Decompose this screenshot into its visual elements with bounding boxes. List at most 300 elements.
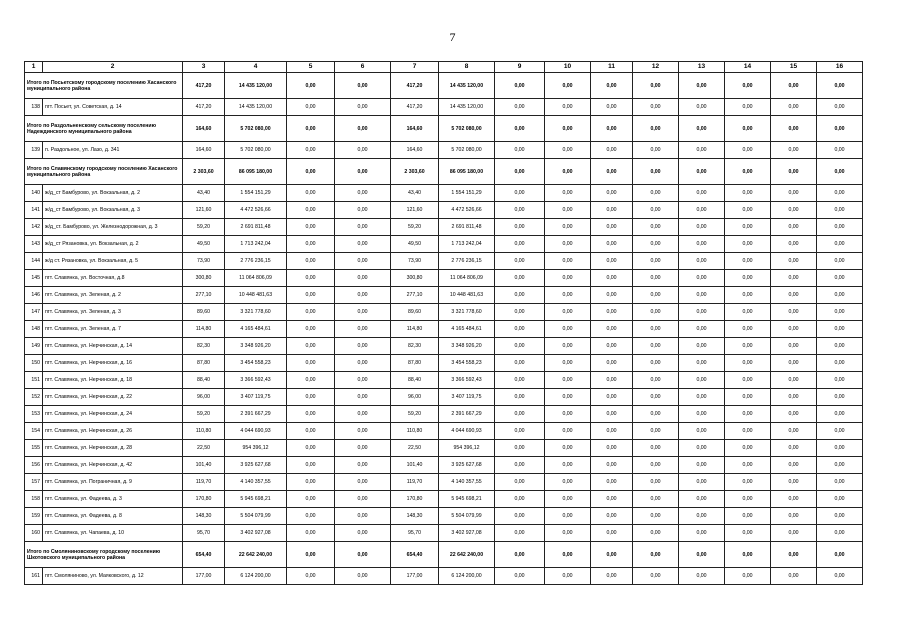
value-cell-col-11: 0,00	[591, 185, 633, 202]
value-cell-col-3: 277,10	[183, 287, 225, 304]
value-cell-col-6: 0,00	[335, 219, 391, 236]
address-cell: пгт. Славянка, ул. Чапаева, д. 10	[43, 525, 183, 542]
value-cell-col-6: 0,00	[335, 202, 391, 219]
value-cell-col-13: 0,00	[679, 423, 725, 440]
address-cell: ж/д_ст Бамбурово, ул. Вокзальная, д. 2	[43, 185, 183, 202]
address-cell: пгт. Славянка, ул. Восточная, д.8	[43, 270, 183, 287]
value-cell-col-14: 0,00	[725, 287, 771, 304]
value-cell-col-8: 14 435 120,00	[439, 73, 495, 99]
value-cell-col-14: 0,00	[725, 457, 771, 474]
table-row	[25, 389, 863, 406]
value-cell-col-4: 3 925 627,68	[225, 457, 287, 474]
value-cell-col-13: 0,00	[679, 491, 725, 508]
value-cell-col-16: 0,00	[817, 287, 863, 304]
value-cell-col-16: 0,00	[817, 338, 863, 355]
value-cell-col-5: 0,00	[287, 270, 335, 287]
value-cell-col-16: 0,00	[817, 474, 863, 491]
value-cell-col-5: 0,00	[287, 508, 335, 525]
value-cell-col-15: 0,00	[771, 253, 817, 270]
value-cell-col-12: 0,00	[633, 219, 679, 236]
value-cell-col-13: 0,00	[679, 253, 725, 270]
column-header-5: 5	[287, 62, 335, 73]
value-cell-col-5: 0,00	[287, 568, 335, 585]
value-cell-col-15: 0,00	[771, 406, 817, 423]
value-cell-col-3: 88,40	[183, 372, 225, 389]
address-cell: пгт. Славянка, ул. Нерчинская, д. 22	[43, 389, 183, 406]
value-cell-col-12: 0,00	[633, 142, 679, 159]
value-cell-col-16: 0,00	[817, 304, 863, 321]
value-cell-col-11: 0,00	[591, 270, 633, 287]
value-cell-col-14: 0,00	[725, 253, 771, 270]
value-cell-col-7: 121,60	[391, 202, 439, 219]
value-cell-col-8: 4 044 690,93	[439, 423, 495, 440]
row-number: 159	[25, 508, 43, 525]
value-cell-col-7: 89,60	[391, 304, 439, 321]
value-cell-col-5: 0,00	[287, 321, 335, 338]
value-cell-col-9: 0,00	[495, 423, 545, 440]
value-cell-col-3: 170,80	[183, 491, 225, 508]
address-cell: пгт. Славянка, ул. Зеленая, д. 7	[43, 321, 183, 338]
value-cell-col-5: 0,00	[287, 304, 335, 321]
table-row	[25, 321, 863, 338]
row-number: 138	[25, 99, 43, 116]
value-cell-col-8: 3 925 627,68	[439, 457, 495, 474]
value-cell-col-8: 2 691 811,48	[439, 219, 495, 236]
value-cell-col-14: 0,00	[725, 338, 771, 355]
value-cell-col-10: 0,00	[545, 253, 591, 270]
value-cell-col-14: 0,00	[725, 440, 771, 457]
value-cell-col-15: 0,00	[771, 321, 817, 338]
value-cell-col-5: 0,00	[287, 185, 335, 202]
value-cell-col-16: 0,00	[817, 99, 863, 116]
column-header-11: 11	[591, 62, 633, 73]
value-cell-col-13: 0,00	[679, 338, 725, 355]
address-cell: пгт. Славянка, ул. Фадеева, д. 8	[43, 508, 183, 525]
value-cell-col-9: 0,00	[495, 99, 545, 116]
value-cell-col-13: 0,00	[679, 287, 725, 304]
value-cell-col-12: 0,00	[633, 406, 679, 423]
value-cell-col-15: 0,00	[771, 508, 817, 525]
value-cell-col-10: 0,00	[545, 219, 591, 236]
value-cell-col-5: 0,00	[287, 287, 335, 304]
value-cell-col-10: 0,00	[545, 236, 591, 253]
value-cell-col-16: 0,00	[817, 116, 863, 142]
value-cell-col-15: 0,00	[771, 440, 817, 457]
value-cell-col-15: 0,00	[771, 542, 817, 568]
value-cell-col-3: 95,70	[183, 525, 225, 542]
value-cell-col-4: 2 391 667,29	[225, 406, 287, 423]
value-cell-col-5: 0,00	[287, 159, 335, 185]
value-cell-col-8: 3 454 558,23	[439, 355, 495, 372]
value-cell-col-5: 0,00	[287, 338, 335, 355]
value-cell-col-13: 0,00	[679, 202, 725, 219]
column-header-4: 4	[225, 62, 287, 73]
row-number: 147	[25, 304, 43, 321]
value-cell-col-10: 0,00	[545, 338, 591, 355]
column-header-14: 14	[725, 62, 771, 73]
value-cell-col-5: 0,00	[287, 202, 335, 219]
row-number: 148	[25, 321, 43, 338]
value-cell-col-5: 0,00	[287, 525, 335, 542]
value-cell-col-10: 0,00	[545, 423, 591, 440]
row-number: 157	[25, 474, 43, 491]
value-cell-col-11: 0,00	[591, 525, 633, 542]
value-cell-col-13: 0,00	[679, 321, 725, 338]
value-cell-col-6: 0,00	[335, 423, 391, 440]
value-cell-col-6: 0,00	[335, 159, 391, 185]
value-cell-col-9: 0,00	[495, 372, 545, 389]
value-cell-col-7: 119,70	[391, 474, 439, 491]
value-cell-col-4: 10 448 481,63	[225, 287, 287, 304]
value-cell-col-13: 0,00	[679, 406, 725, 423]
value-cell-col-15: 0,00	[771, 457, 817, 474]
value-cell-col-3: 164,60	[183, 116, 225, 142]
value-cell-col-12: 0,00	[633, 99, 679, 116]
row-number: 156	[25, 457, 43, 474]
address-cell: пгт. Славянка, ул. Нерчинская, д. 42	[43, 457, 183, 474]
value-cell-col-14: 0,00	[725, 185, 771, 202]
value-cell-col-14: 0,00	[725, 73, 771, 99]
value-cell-col-13: 0,00	[679, 355, 725, 372]
value-cell-col-14: 0,00	[725, 406, 771, 423]
address-cell: пгт. Славянка, ул. Нерчинская, д. 18	[43, 372, 183, 389]
value-cell-col-6: 0,00	[335, 542, 391, 568]
value-cell-col-4: 4 165 484,61	[225, 321, 287, 338]
value-cell-col-10: 0,00	[545, 355, 591, 372]
value-cell-col-7: 164,60	[391, 142, 439, 159]
value-cell-col-13: 0,00	[679, 508, 725, 525]
value-cell-col-5: 0,00	[287, 219, 335, 236]
table-row	[25, 406, 863, 423]
value-cell-col-14: 0,00	[725, 116, 771, 142]
table-row	[25, 142, 863, 159]
value-cell-col-12: 0,00	[633, 474, 679, 491]
value-cell-col-9: 0,00	[495, 321, 545, 338]
value-cell-col-13: 0,00	[679, 159, 725, 185]
value-cell-col-6: 0,00	[335, 99, 391, 116]
value-cell-col-11: 0,00	[591, 389, 633, 406]
value-cell-col-11: 0,00	[591, 568, 633, 585]
row-number: 139	[25, 142, 43, 159]
value-cell-col-11: 0,00	[591, 321, 633, 338]
value-cell-col-3: 417,20	[183, 73, 225, 99]
table-row	[25, 253, 863, 270]
value-cell-col-11: 0,00	[591, 491, 633, 508]
value-cell-col-9: 0,00	[495, 304, 545, 321]
value-cell-col-10: 0,00	[545, 304, 591, 321]
value-cell-col-12: 0,00	[633, 568, 679, 585]
value-cell-col-12: 0,00	[633, 440, 679, 457]
value-cell-col-4: 14 435 120,00	[225, 99, 287, 116]
value-cell-col-4: 3 321 778,60	[225, 304, 287, 321]
value-cell-col-12: 0,00	[633, 73, 679, 99]
value-cell-col-7: 96,00	[391, 389, 439, 406]
value-cell-col-16: 0,00	[817, 270, 863, 287]
value-cell-col-15: 0,00	[771, 287, 817, 304]
row-number: 158	[25, 491, 43, 508]
column-header-3: 3	[183, 62, 225, 73]
value-cell-col-13: 0,00	[679, 372, 725, 389]
value-cell-col-13: 0,00	[679, 542, 725, 568]
value-cell-col-10: 0,00	[545, 159, 591, 185]
value-cell-col-7: 114,80	[391, 321, 439, 338]
table-row	[25, 423, 863, 440]
value-cell-col-15: 0,00	[771, 219, 817, 236]
table-row	[25, 202, 863, 219]
row-number: 141	[25, 202, 43, 219]
value-cell-col-8: 10 448 481,63	[439, 287, 495, 304]
value-cell-col-11: 0,00	[591, 338, 633, 355]
value-cell-col-13: 0,00	[679, 389, 725, 406]
value-cell-col-6: 0,00	[335, 321, 391, 338]
column-header-1: 1	[25, 62, 43, 73]
value-cell-col-9: 0,00	[495, 508, 545, 525]
value-cell-col-15: 0,00	[771, 270, 817, 287]
row-number: 155	[25, 440, 43, 457]
value-cell-col-11: 0,00	[591, 236, 633, 253]
value-cell-col-6: 0,00	[335, 525, 391, 542]
value-cell-col-7: 110,80	[391, 423, 439, 440]
value-cell-col-11: 0,00	[591, 508, 633, 525]
value-cell-col-5: 0,00	[287, 116, 335, 142]
value-cell-col-5: 0,00	[287, 389, 335, 406]
value-cell-col-14: 0,00	[725, 236, 771, 253]
column-header-6: 6	[335, 62, 391, 73]
address-cell: пгт. Славянка, ул. Нерчинская, д. 16	[43, 355, 183, 372]
value-cell-col-12: 0,00	[633, 304, 679, 321]
value-cell-col-15: 0,00	[771, 304, 817, 321]
value-cell-col-3: 89,60	[183, 304, 225, 321]
row-number: 153	[25, 406, 43, 423]
address-cell: пгт. Славянка, ул. Нерчинская, д. 24	[43, 406, 183, 423]
value-cell-col-16: 0,00	[817, 142, 863, 159]
value-cell-col-9: 0,00	[495, 116, 545, 142]
column-header-13: 13	[679, 62, 725, 73]
value-cell-col-10: 0,00	[545, 202, 591, 219]
value-cell-col-16: 0,00	[817, 372, 863, 389]
value-cell-col-12: 0,00	[633, 355, 679, 372]
value-cell-col-9: 0,00	[495, 338, 545, 355]
value-cell-col-14: 0,00	[725, 202, 771, 219]
value-cell-col-5: 0,00	[287, 236, 335, 253]
value-cell-col-11: 0,00	[591, 287, 633, 304]
value-cell-col-13: 0,00	[679, 116, 725, 142]
row-number: 145	[25, 270, 43, 287]
value-cell-col-9: 0,00	[495, 406, 545, 423]
row-number: 150	[25, 355, 43, 372]
value-cell-col-15: 0,00	[771, 185, 817, 202]
value-cell-col-15: 0,00	[771, 142, 817, 159]
value-cell-col-16: 0,00	[817, 542, 863, 568]
value-cell-col-3: 22,50	[183, 440, 225, 457]
table-row	[25, 185, 863, 202]
value-cell-col-9: 0,00	[495, 568, 545, 585]
address-cell: пгт. Славянка, ул. Пограничная, д. 9	[43, 474, 183, 491]
value-cell-col-7: 177,00	[391, 568, 439, 585]
value-cell-col-16: 0,00	[817, 440, 863, 457]
address-cell: пгт. Славянка, ул. Нерчинская, д. 14	[43, 338, 183, 355]
value-cell-col-11: 0,00	[591, 474, 633, 491]
row-number: 160	[25, 525, 43, 542]
column-header-16: 16	[817, 62, 863, 73]
table-row	[25, 236, 863, 253]
value-cell-col-15: 0,00	[771, 355, 817, 372]
value-cell-col-6: 0,00	[335, 185, 391, 202]
value-cell-col-12: 0,00	[633, 389, 679, 406]
value-cell-col-6: 0,00	[335, 440, 391, 457]
value-cell-col-15: 0,00	[771, 116, 817, 142]
value-cell-col-5: 0,00	[287, 423, 335, 440]
value-cell-col-8: 14 435 120,00	[439, 99, 495, 116]
value-cell-col-7: 101,40	[391, 457, 439, 474]
value-cell-col-3: 101,40	[183, 457, 225, 474]
value-cell-col-9: 0,00	[495, 525, 545, 542]
value-cell-col-12: 0,00	[633, 270, 679, 287]
value-cell-col-4: 22 642 240,00	[225, 542, 287, 568]
value-cell-col-3: 121,60	[183, 202, 225, 219]
table-row	[25, 355, 863, 372]
address-cell: пгт. Славянка, ул. Нерчинская, д. 28	[43, 440, 183, 457]
value-cell-col-12: 0,00	[633, 491, 679, 508]
value-cell-col-5: 0,00	[287, 253, 335, 270]
value-cell-col-13: 0,00	[679, 440, 725, 457]
value-cell-col-8: 11 064 806,09	[439, 270, 495, 287]
value-cell-col-15: 0,00	[771, 372, 817, 389]
value-cell-col-9: 0,00	[495, 73, 545, 99]
value-cell-col-13: 0,00	[679, 568, 725, 585]
value-cell-col-4: 2 776 236,15	[225, 253, 287, 270]
value-cell-col-9: 0,00	[495, 159, 545, 185]
value-cell-col-6: 0,00	[335, 406, 391, 423]
value-cell-col-6: 0,00	[335, 508, 391, 525]
address-cell: пгт. Славянка, ул. Зеленая, д. 2	[43, 287, 183, 304]
table-row	[25, 338, 863, 355]
value-cell-col-14: 0,00	[725, 525, 771, 542]
value-cell-col-8: 4 472 526,66	[439, 202, 495, 219]
value-cell-col-8: 1 713 242,04	[439, 236, 495, 253]
value-cell-col-12: 0,00	[633, 287, 679, 304]
value-cell-col-10: 0,00	[545, 116, 591, 142]
address-cell: ж/д_ст Рязановка, ул. Вокзальная, д. 2	[43, 236, 183, 253]
value-cell-col-7: 88,40	[391, 372, 439, 389]
value-cell-col-4: 954 396,12	[225, 440, 287, 457]
value-cell-col-7: 59,20	[391, 406, 439, 423]
subtotal-row	[25, 73, 863, 99]
value-cell-col-14: 0,00	[725, 321, 771, 338]
value-cell-col-5: 0,00	[287, 491, 335, 508]
value-cell-col-5: 0,00	[287, 73, 335, 99]
address-cell: п. Раздольное, ул. Лазо, д. 341	[43, 142, 183, 159]
value-cell-col-6: 0,00	[335, 389, 391, 406]
value-cell-col-6: 0,00	[335, 253, 391, 270]
value-cell-col-7: 164,60	[391, 116, 439, 142]
address-cell: пгт. Посьет, ул. Советская, д. 14	[43, 99, 183, 116]
value-cell-col-8: 86 095 180,00	[439, 159, 495, 185]
value-cell-col-10: 0,00	[545, 440, 591, 457]
value-cell-col-7: 170,80	[391, 491, 439, 508]
value-cell-col-3: 82,30	[183, 338, 225, 355]
value-cell-col-7: 95,70	[391, 525, 439, 542]
value-cell-col-10: 0,00	[545, 508, 591, 525]
value-cell-col-14: 0,00	[725, 304, 771, 321]
value-cell-col-7: 87,80	[391, 355, 439, 372]
value-cell-col-9: 0,00	[495, 389, 545, 406]
value-cell-col-9: 0,00	[495, 202, 545, 219]
value-cell-col-7: 300,80	[391, 270, 439, 287]
value-cell-col-11: 0,00	[591, 542, 633, 568]
value-cell-col-3: 417,20	[183, 99, 225, 116]
column-header-9: 9	[495, 62, 545, 73]
subtotal-row	[25, 159, 863, 185]
value-cell-col-9: 0,00	[495, 270, 545, 287]
table-row	[25, 457, 863, 474]
value-cell-col-11: 0,00	[591, 423, 633, 440]
value-cell-col-15: 0,00	[771, 474, 817, 491]
table-row	[25, 287, 863, 304]
value-cell-col-5: 0,00	[287, 440, 335, 457]
column-header-12: 12	[633, 62, 679, 73]
row-number: 152	[25, 389, 43, 406]
value-cell-col-11: 0,00	[591, 406, 633, 423]
value-cell-col-12: 0,00	[633, 338, 679, 355]
value-cell-col-8: 5 945 698,21	[439, 491, 495, 508]
value-cell-col-13: 0,00	[679, 73, 725, 99]
value-cell-col-8: 1 554 151,29	[439, 185, 495, 202]
value-cell-col-16: 0,00	[817, 355, 863, 372]
value-cell-col-10: 0,00	[545, 457, 591, 474]
value-cell-col-6: 0,00	[335, 372, 391, 389]
value-cell-col-14: 0,00	[725, 389, 771, 406]
value-cell-col-13: 0,00	[679, 304, 725, 321]
value-cell-col-4: 14 435 120,00	[225, 73, 287, 99]
value-cell-col-7: 654,40	[391, 542, 439, 568]
value-cell-col-15: 0,00	[771, 568, 817, 585]
value-cell-col-7: 417,20	[391, 73, 439, 99]
value-cell-col-10: 0,00	[545, 372, 591, 389]
value-cell-col-3: 164,60	[183, 142, 225, 159]
value-cell-col-6: 0,00	[335, 457, 391, 474]
value-cell-col-4: 5 702 080,00	[225, 116, 287, 142]
value-cell-col-14: 0,00	[725, 270, 771, 287]
value-cell-col-13: 0,00	[679, 270, 725, 287]
value-cell-col-8: 5 504 079,99	[439, 508, 495, 525]
value-cell-col-3: 148,30	[183, 508, 225, 525]
value-cell-col-9: 0,00	[495, 474, 545, 491]
value-cell-col-12: 0,00	[633, 423, 679, 440]
value-cell-col-6: 0,00	[335, 142, 391, 159]
value-cell-col-4: 11 064 806,09	[225, 270, 287, 287]
value-cell-col-9: 0,00	[495, 542, 545, 568]
value-cell-col-6: 0,00	[335, 116, 391, 142]
row-number: 144	[25, 253, 43, 270]
value-cell-col-12: 0,00	[633, 236, 679, 253]
value-cell-col-12: 0,00	[633, 159, 679, 185]
value-cell-col-3: 73,90	[183, 253, 225, 270]
value-cell-col-3: 87,80	[183, 355, 225, 372]
value-cell-col-8: 4 165 484,61	[439, 321, 495, 338]
value-cell-col-8: 2 776 236,15	[439, 253, 495, 270]
value-cell-col-3: 119,70	[183, 474, 225, 491]
value-cell-col-4: 3 348 926,20	[225, 338, 287, 355]
value-cell-col-4: 6 124 200,00	[225, 568, 287, 585]
value-cell-col-11: 0,00	[591, 159, 633, 185]
value-cell-col-16: 0,00	[817, 73, 863, 99]
value-cell-col-15: 0,00	[771, 202, 817, 219]
value-cell-col-4: 1 554 151,29	[225, 185, 287, 202]
row-number: 149	[25, 338, 43, 355]
value-cell-col-15: 0,00	[771, 73, 817, 99]
subtotal-label: Итого по Славянскому городскому поселению Хасанского муниципального района	[25, 159, 183, 185]
